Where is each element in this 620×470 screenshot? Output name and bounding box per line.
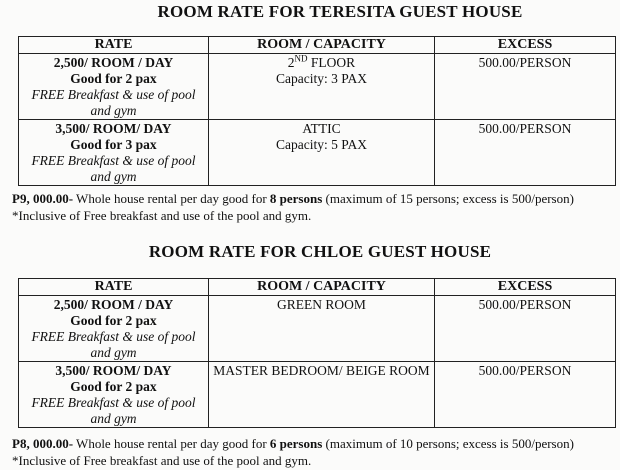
- room-cell: [209, 362, 435, 428]
- room-name: GREEN ROOM: [277, 297, 366, 312]
- rate-pax: Good for 2 pax: [70, 313, 157, 328]
- table-row: [19, 296, 616, 362]
- rate-inclusions: FREE Breakfast & use of pool and gym: [31, 87, 196, 118]
- note-persons: 6 persons: [269, 436, 323, 451]
- rate-cell: [19, 296, 209, 362]
- room-cell: [209, 120, 435, 186]
- chloe-title: ROOM RATE FOR CHLOE GUEST HOUSE: [148, 242, 492, 261]
- rate-inclusions: FREE Breakfast & use of pool and gym: [31, 395, 196, 426]
- room-capacity-header: ROOM / CAPACITY: [209, 279, 435, 296]
- room-name: ATTIC: [302, 121, 341, 136]
- rate-pax: Good for 2 pax: [70, 379, 157, 394]
- note-text-b: (maximum of 15 persons; excess is 500/person): [322, 191, 574, 206]
- teresita-whole-house-note: [12, 190, 620, 224]
- excess-cell: 500.00/PERSON: [435, 120, 616, 186]
- note-line-1: [12, 190, 620, 207]
- rate-header: RATE: [19, 279, 209, 296]
- excess-cell: 500.00/PERSON: [435, 296, 616, 362]
- room-floor-suffix: ND: [294, 53, 308, 64]
- note-line-2: *Inclusive of Free breakfast and use of the pool and gym.: [12, 208, 312, 223]
- note-price: P8, 000.00-: [12, 436, 74, 451]
- note-text-a: Whole house rental per day good for: [73, 436, 270, 451]
- chloe-rate-table: [18, 278, 616, 428]
- rate-price: 3,500/ ROOM/ DAY: [55, 121, 172, 136]
- rate-cell: [19, 120, 209, 186]
- rate-inclusions: FREE Breakfast & use of pool and gym: [31, 329, 196, 360]
- excess-cell: 500.00/PERSON: [435, 362, 616, 428]
- room-capacity-header: ROOM / CAPACITY: [209, 37, 435, 54]
- room-cell: [209, 296, 435, 362]
- rate-pax: Good for 2 pax: [70, 71, 157, 86]
- rate-price: 3,500/ ROOM/ DAY: [55, 363, 172, 378]
- note-text-b: (maximum of 10 persons; excess is 500/person): [322, 436, 574, 451]
- excess-cell: 500.00/PERSON: [435, 54, 616, 120]
- rate-price: 2,500/ ROOM / DAY: [53, 297, 174, 312]
- room-cell: [209, 54, 435, 120]
- rate-cell: [19, 362, 209, 428]
- room-floor-number: 2: [287, 55, 295, 70]
- room-floor-label: FLOOR: [307, 55, 356, 70]
- chloe-whole-house-note: [12, 435, 620, 469]
- rate-inclusions: FREE Breakfast & use of pool and gym: [31, 153, 196, 184]
- rate-pax: Good for 3 pax: [70, 137, 157, 152]
- note-persons: 8 persons: [269, 191, 323, 206]
- room-capacity: Capacity: 5 PAX: [276, 137, 367, 152]
- rate-price: 2,500/ ROOM / DAY: [53, 55, 174, 70]
- note-line-1: [12, 435, 620, 452]
- table-header-row: [19, 37, 616, 54]
- table-row: [19, 120, 616, 186]
- room-capacity: Capacity: 3 PAX: [276, 71, 367, 86]
- note-text-a: Whole house rental per day good for: [73, 191, 270, 206]
- table-row: [19, 362, 616, 428]
- note-line-2: *Inclusive of Free breakfast and use of the pool and gym.: [12, 453, 312, 468]
- excess-header: EXCESS: [435, 37, 616, 54]
- room-name: [213, 55, 430, 71]
- table-header-row: [19, 279, 616, 296]
- note-price: P9, 000.00-: [12, 191, 74, 206]
- room-name: MASTER BEDROOM/ BEIGE ROOM: [213, 363, 430, 378]
- excess-header: EXCESS: [435, 279, 616, 296]
- rate-cell: [19, 54, 209, 120]
- table-row: [19, 54, 616, 120]
- teresita-title: ROOM RATE FOR TERESITA GUEST HOUSE: [157, 2, 523, 21]
- teresita-rate-table: [18, 36, 616, 186]
- rate-header: RATE: [19, 37, 209, 54]
